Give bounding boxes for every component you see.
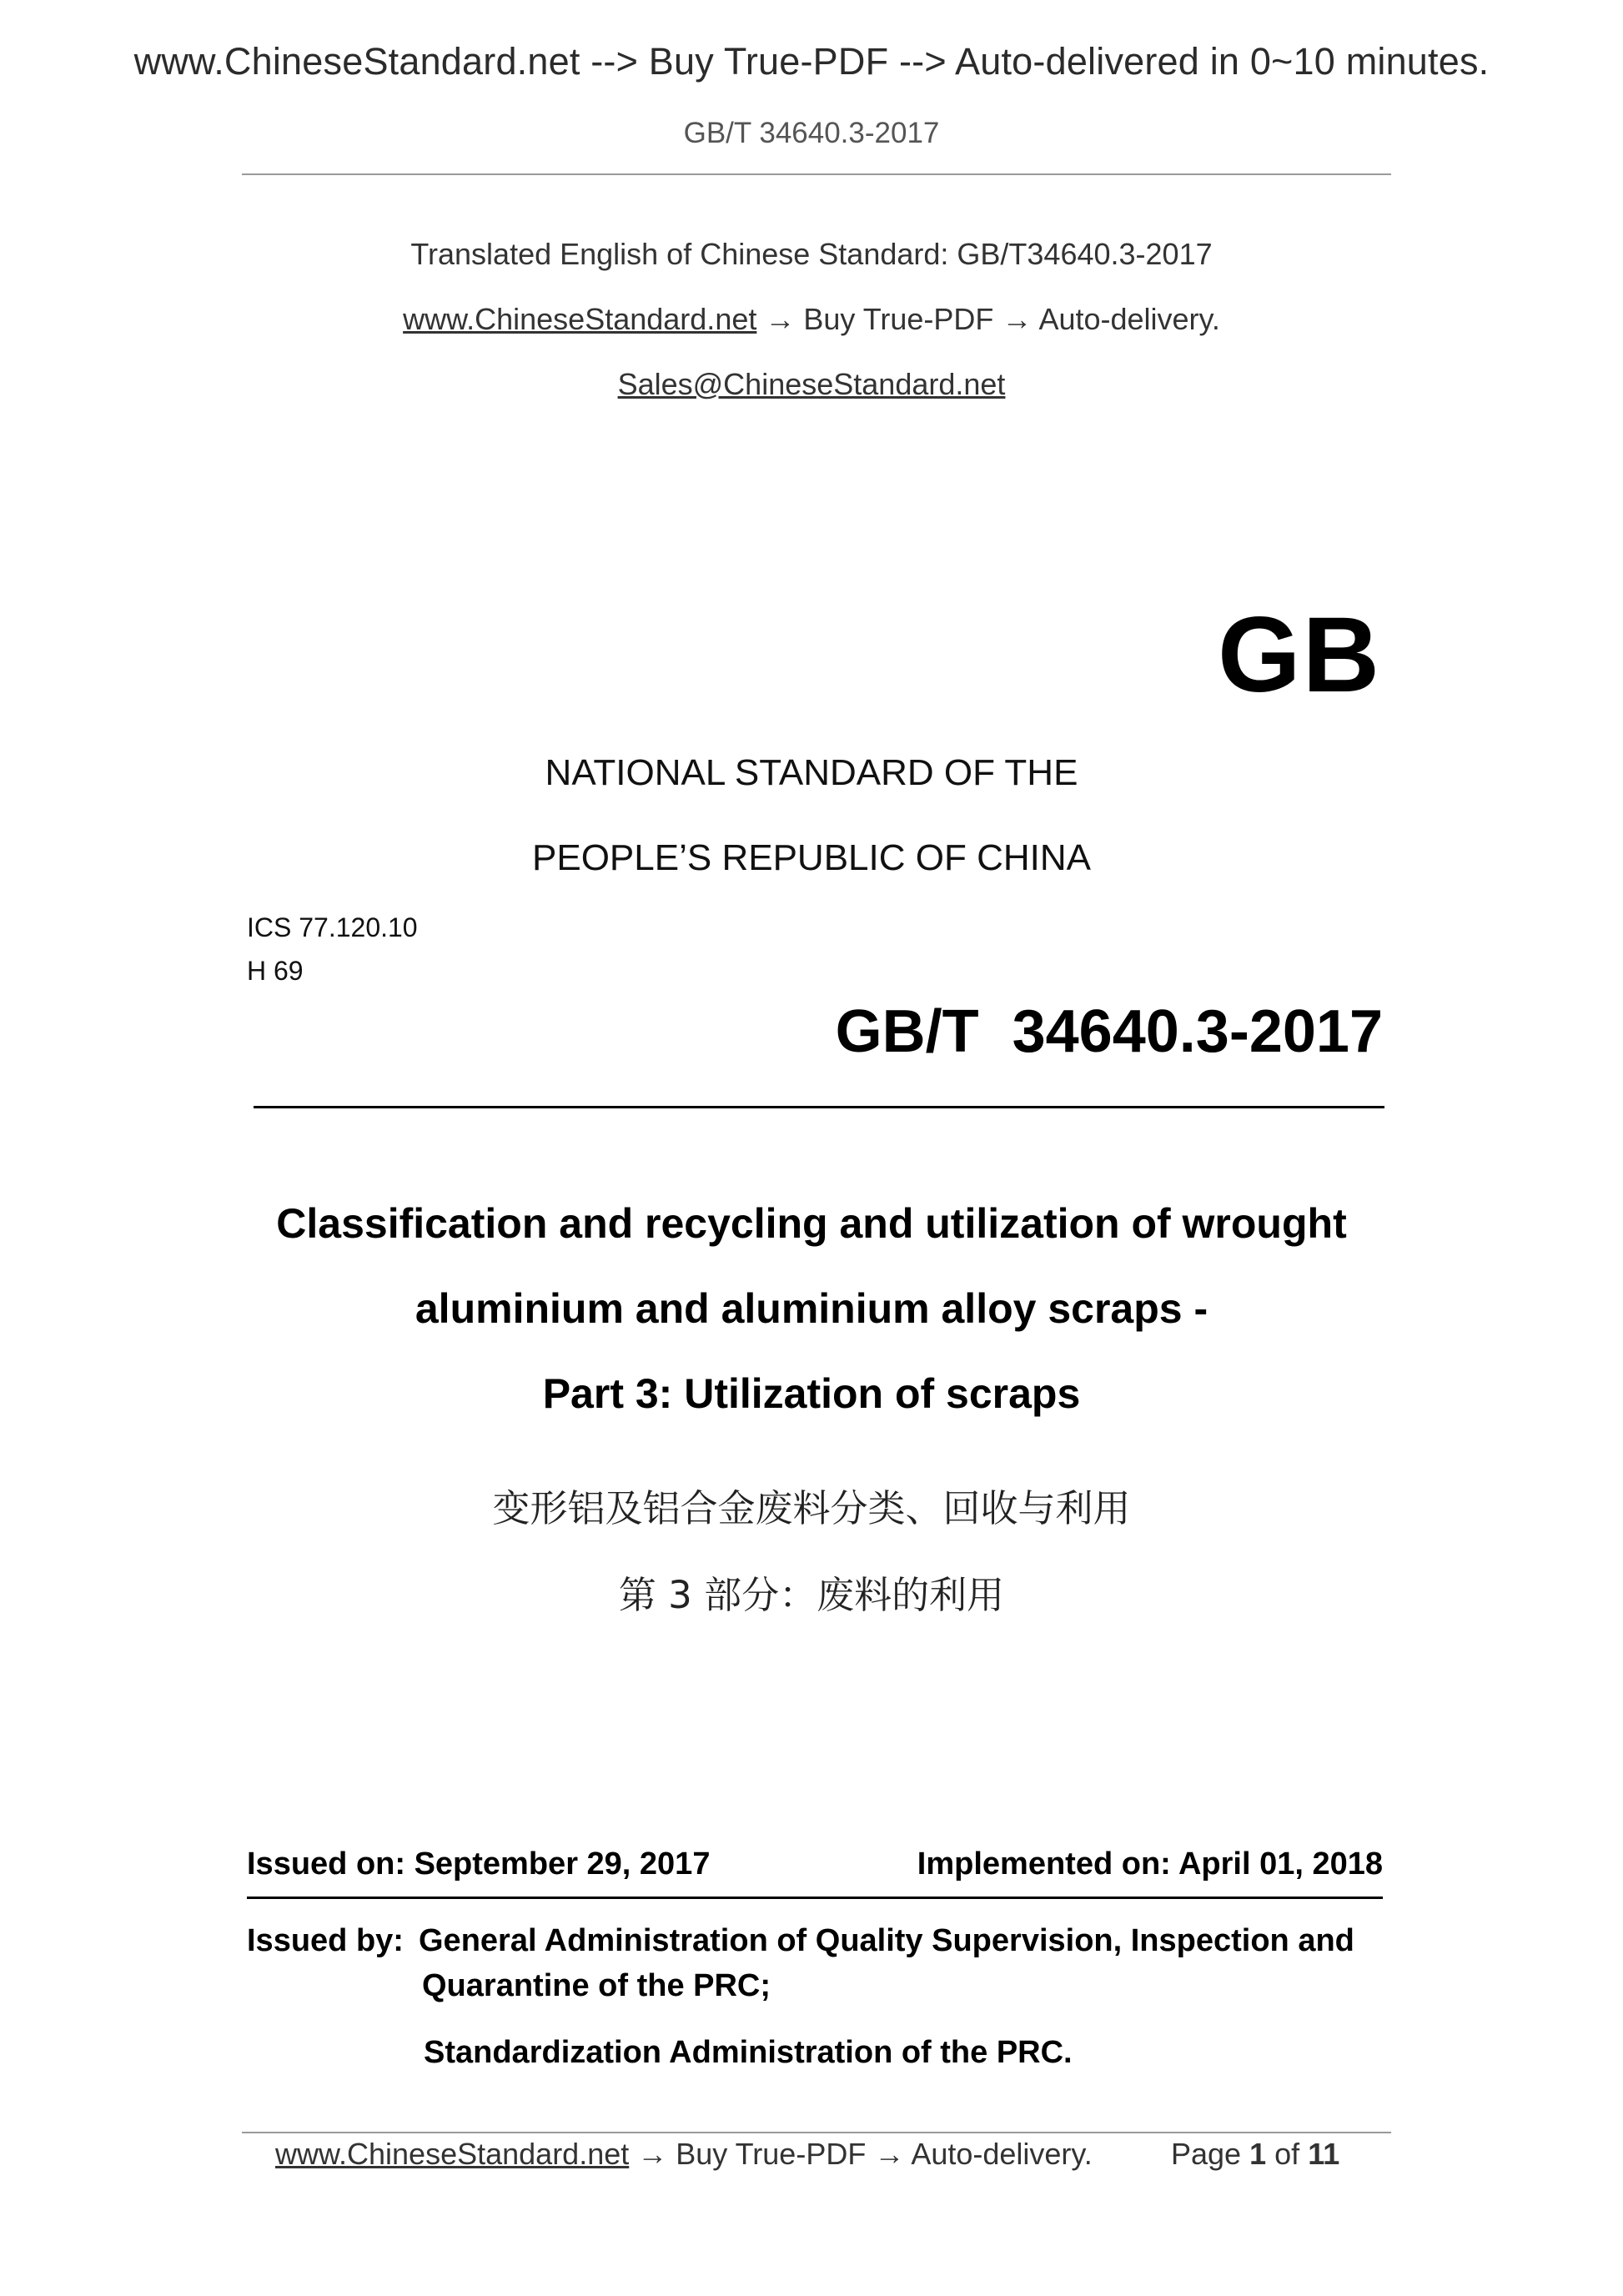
ics-code: ICS 77.120.10 bbox=[247, 912, 418, 942]
gb-logo: GB bbox=[1218, 595, 1381, 715]
chinese-title-line-2: 第 3 部分：废料的利用 bbox=[618, 1573, 1005, 1617]
implemented-on-date: Implemented on: April 01, 2018 bbox=[917, 1846, 1383, 1882]
current-page: 1 bbox=[1249, 2137, 1267, 2171]
top-banner: www.ChineseStandard.net --> Buy True-PDF --> Auto-delivered in 0~10 minutes. bbox=[133, 40, 1490, 83]
page-of-label: of bbox=[1274, 2137, 1300, 2171]
dates-divider bbox=[247, 1897, 1383, 1899]
english-title-line-3: Part 3: Utilization of scraps bbox=[542, 1370, 1081, 1417]
english-title-line-2: aluminium and aluminium alloy scraps - bbox=[415, 1285, 1208, 1332]
sales-email-link[interactable]: Sales@ChineseStandard.net bbox=[617, 367, 1006, 401]
issuer-line-2: Quarantine of the PRC; bbox=[422, 1968, 771, 2003]
total-pages: 11 bbox=[1308, 2137, 1340, 2171]
page-indicator bbox=[1171, 2137, 1339, 2172]
issuer-line-1: General Administration of Quality Supervision, Inspection and bbox=[419, 1923, 1354, 1958]
header-standard-code: GB/T 34640.3-2017 bbox=[683, 117, 940, 149]
page-label: Page bbox=[1171, 2137, 1242, 2171]
promo-text: → Buy True-PDF → Auto-delivery. bbox=[756, 302, 1220, 336]
classification-code: H 69 bbox=[247, 956, 304, 986]
site-link[interactable]: www.ChineseStandard.net bbox=[403, 302, 757, 336]
email-line bbox=[0, 367, 1623, 402]
english-title-line-1: Classification and recycling and utilization of wrought bbox=[276, 1200, 1347, 1247]
issuer-line-3: Standardization Administration of the PRC. bbox=[424, 2035, 1073, 2070]
promo-line bbox=[0, 302, 1623, 337]
national-standard-line-2: PEOPLE’S REPUBLIC OF CHINA bbox=[532, 837, 1091, 878]
title-divider bbox=[254, 1106, 1384, 1108]
footer-site-link[interactable]: www.ChineseStandard.net bbox=[275, 2137, 630, 2171]
standard-number: GB/T 34640.3-2017 bbox=[835, 998, 1383, 1065]
footer-promo-text: → Buy True-PDF → Auto-delivery. bbox=[629, 2137, 1093, 2171]
footer-divider bbox=[242, 2132, 1391, 2133]
national-standard-line-1: NATIONAL STANDARD OF THE bbox=[545, 752, 1078, 793]
header-divider bbox=[242, 173, 1391, 175]
translated-title-line: Translated English of Chinese Standard: GB/T34640.3-2017 bbox=[410, 237, 1213, 271]
issued-on-date: Issued on: September 29, 2017 bbox=[247, 1846, 711, 1882]
footer-promo bbox=[275, 2137, 1093, 2172]
chinese-title-line-1: 变形铝及铝合金废料分类、回收与利用 bbox=[492, 1486, 1131, 1530]
issued-by-label: Issued by: bbox=[247, 1923, 404, 1958]
